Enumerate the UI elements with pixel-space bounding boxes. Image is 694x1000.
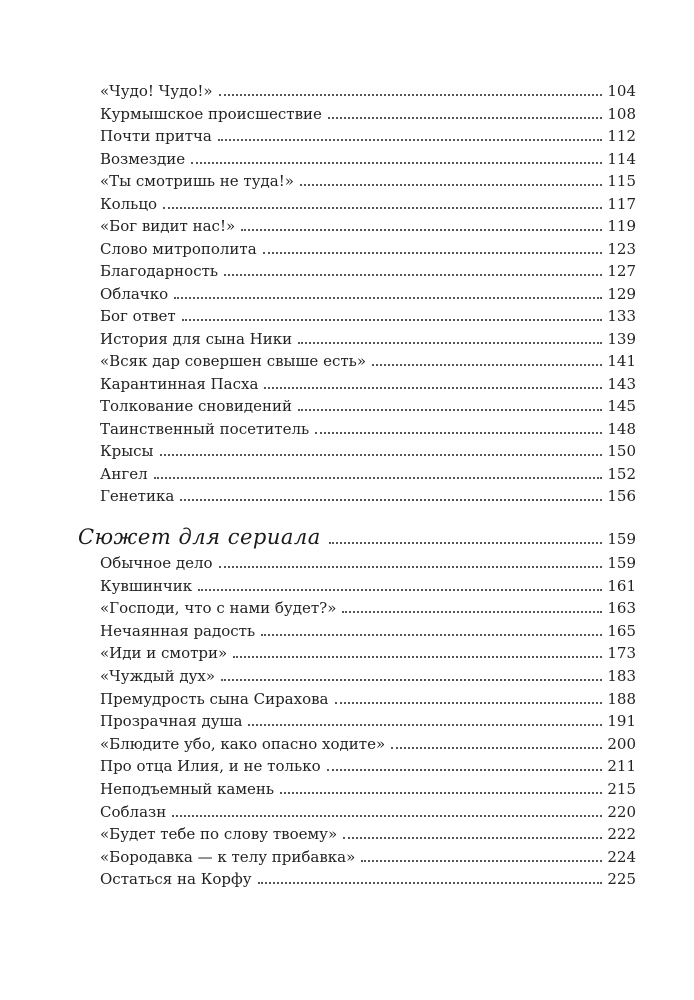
toc-entry-page: 114 bbox=[607, 149, 636, 168]
dot-leader bbox=[329, 541, 603, 544]
toc-entry-title: Почти притча bbox=[100, 127, 212, 145]
toc-entry-title: «Иди и смотри» bbox=[100, 644, 228, 663]
dot-leader bbox=[327, 768, 603, 771]
toc-entry-page: 165 bbox=[607, 621, 636, 640]
dot-leader bbox=[335, 701, 603, 704]
dot-leader bbox=[154, 476, 603, 479]
section-page-number: 159 bbox=[607, 530, 636, 548]
toc-entry bbox=[100, 123, 636, 145]
toc-entry-title: Благодарность bbox=[100, 262, 219, 280]
toc-entry-title: Про отца Илия, и не только bbox=[100, 757, 321, 776]
toc-entry-page: 161 bbox=[607, 576, 636, 595]
toc-entry-page: 225 bbox=[607, 870, 636, 889]
toc-entry-title: «Чудо! Чудо!» bbox=[100, 82, 213, 100]
toc-entry-title: Кувшинчик bbox=[100, 576, 193, 595]
dot-leader bbox=[298, 341, 602, 344]
toc-entry bbox=[100, 686, 636, 708]
dot-leader bbox=[343, 836, 602, 839]
toc-entry-page: 129 bbox=[607, 284, 636, 303]
dot-leader bbox=[233, 655, 602, 658]
toc-entry bbox=[100, 461, 636, 483]
toc-entry-page: 141 bbox=[607, 352, 636, 370]
toc-entry-page: 139 bbox=[607, 329, 636, 348]
toc-entry-title: История для сына Ники bbox=[100, 329, 293, 348]
toc-entry-page: 133 bbox=[607, 307, 636, 325]
dot-leader bbox=[191, 161, 602, 164]
toc-entry bbox=[100, 844, 636, 866]
toc-entry-title: Нечаянная радость bbox=[100, 621, 256, 640]
toc-entry-page: 112 bbox=[607, 127, 636, 145]
toc-entry bbox=[100, 393, 636, 415]
toc-entry-title: «Бородавка — к телу прибавка» bbox=[100, 847, 356, 866]
toc-entry-title: Неподъемный камень bbox=[100, 780, 275, 798]
toc-entry bbox=[100, 146, 636, 168]
toc-entry-title: Генетика bbox=[100, 487, 175, 505]
dot-leader bbox=[221, 678, 602, 681]
section-heading-row bbox=[78, 520, 636, 550]
toc-entry-title: Толкование сновидений bbox=[100, 397, 292, 415]
toc-entry-title: «Господи, что с нами будет?» bbox=[100, 599, 337, 618]
dot-leader bbox=[182, 318, 603, 321]
toc-entry-page: 156 bbox=[607, 487, 636, 505]
toc-entry bbox=[100, 708, 636, 730]
toc-entry-title: Прозрачная душа bbox=[100, 712, 243, 731]
toc-entry-title: Ангел bbox=[100, 464, 148, 483]
dot-leader bbox=[163, 206, 602, 209]
toc-entry-title: Обычное дело bbox=[100, 554, 213, 572]
dot-leader bbox=[328, 116, 602, 119]
toc-entry-title: Крысы bbox=[100, 442, 154, 460]
dot-leader bbox=[361, 859, 602, 862]
toc-entry-title: «Блюдите убо, како опасно ходите» bbox=[100, 734, 386, 753]
dot-leader bbox=[218, 138, 603, 141]
dot-leader bbox=[391, 746, 602, 749]
toc-entry bbox=[100, 640, 636, 662]
dot-leader bbox=[180, 498, 602, 501]
dot-leader bbox=[224, 273, 602, 276]
toc-entry bbox=[100, 550, 636, 572]
toc-entry-title: Возмездие bbox=[100, 149, 186, 168]
dot-leader bbox=[258, 881, 603, 884]
toc-entry-page: 115 bbox=[607, 172, 636, 190]
toc-entry-title: Курмышское происшествие bbox=[100, 104, 322, 123]
dot-leader bbox=[298, 408, 602, 411]
dot-leader bbox=[174, 296, 602, 299]
toc-entry-page: 163 bbox=[607, 599, 636, 618]
toc-entry-title: «Всяк дар совершен свыше есть» bbox=[100, 352, 366, 370]
toc-entry-page: 104 bbox=[607, 82, 636, 100]
toc-entry bbox=[100, 821, 636, 843]
toc-entry-page: 143 bbox=[607, 374, 636, 393]
toc-entry-page: 183 bbox=[607, 667, 636, 685]
toc-entry-title: «Ты смотришь не туда!» bbox=[100, 172, 294, 190]
toc-entry bbox=[100, 281, 636, 303]
toc-entry-page: 108 bbox=[607, 104, 636, 123]
toc-entry-page: 200 bbox=[607, 734, 636, 753]
toc-entry-page: 215 bbox=[607, 780, 636, 798]
toc-entry-title: Соблазн bbox=[100, 802, 167, 821]
toc-entry-page: 220 bbox=[607, 802, 636, 821]
toc-entry bbox=[100, 731, 636, 753]
dot-leader bbox=[198, 588, 602, 591]
toc-entry bbox=[100, 101, 636, 123]
dot-leader bbox=[241, 228, 602, 231]
toc-entry-page: 150 bbox=[607, 442, 636, 460]
dot-leader bbox=[315, 431, 602, 434]
toc-entry-title: Слово митрополита bbox=[100, 239, 257, 258]
toc-entry bbox=[100, 663, 636, 685]
toc-entry bbox=[100, 776, 636, 798]
toc-entry-page: 117 bbox=[607, 194, 636, 213]
toc-entry-title: Карантинная Пасха bbox=[100, 374, 259, 393]
toc-entry bbox=[100, 799, 636, 821]
toc-entry-page: 224 bbox=[607, 847, 636, 866]
dot-leader bbox=[300, 183, 602, 186]
toc-entry-title: «Чуждый дух» bbox=[100, 667, 216, 685]
toc-entry bbox=[100, 191, 636, 213]
toc-entry-title: Кольцо bbox=[100, 194, 158, 213]
toc-entry-page: 159 bbox=[607, 554, 636, 572]
toc-entry-title: «Бог видит нас!» bbox=[100, 217, 236, 235]
toc-entry-page: 127 bbox=[607, 262, 636, 280]
dot-leader bbox=[372, 363, 602, 366]
toc-entry-title: Облачко bbox=[100, 284, 169, 303]
toc-entry-page: 145 bbox=[607, 397, 636, 415]
toc-entry-title: «Будет тебе по слову твоему» bbox=[100, 825, 338, 844]
dot-leader bbox=[219, 93, 603, 96]
toc-entry bbox=[100, 78, 636, 100]
toc-entry-page: 123 bbox=[607, 239, 636, 258]
toc-entry bbox=[100, 595, 636, 617]
dot-leader bbox=[261, 633, 602, 636]
dot-leader bbox=[219, 565, 603, 568]
section-title: Сюжет для сериала bbox=[78, 525, 321, 549]
dot-leader bbox=[264, 386, 602, 389]
toc-entry-page: 191 bbox=[607, 712, 636, 731]
toc-entry-page: 119 bbox=[607, 217, 636, 235]
dot-leader bbox=[160, 453, 603, 456]
toc-entry-page: 148 bbox=[607, 419, 636, 438]
toc-entry bbox=[100, 213, 636, 235]
toc-entry bbox=[100, 866, 636, 888]
toc-entry-title: Премудрость сына Сирахова bbox=[100, 689, 329, 708]
dot-leader bbox=[280, 791, 602, 794]
dot-leader bbox=[172, 814, 602, 817]
toc-entry bbox=[100, 416, 636, 438]
toc-entry-page: 211 bbox=[607, 757, 636, 776]
toc-entry bbox=[100, 326, 636, 348]
toc-entry bbox=[100, 236, 636, 258]
toc-entry bbox=[100, 371, 636, 393]
toc-entry-title: Таинственный посетитель bbox=[100, 419, 310, 438]
toc-entry bbox=[100, 438, 636, 460]
toc-entry bbox=[100, 168, 636, 190]
toc-entry bbox=[100, 258, 636, 280]
toc-entry-page: 222 bbox=[607, 825, 636, 844]
dot-leader bbox=[248, 723, 602, 726]
dot-leader bbox=[263, 251, 603, 254]
toc-entry-page: 152 bbox=[607, 464, 636, 483]
dot-leader bbox=[342, 610, 602, 613]
toc-entry bbox=[100, 573, 636, 595]
toc-entry bbox=[100, 753, 636, 775]
toc-entry bbox=[100, 618, 636, 640]
toc-entry-page: 173 bbox=[607, 644, 636, 663]
toc-entry-page: 188 bbox=[607, 689, 636, 708]
toc-entry bbox=[100, 483, 636, 505]
toc-entry-title: Бог ответ bbox=[100, 307, 176, 325]
toc-entry bbox=[100, 348, 636, 370]
toc-entry bbox=[100, 303, 636, 325]
toc-entry-title: Остаться на Корфу bbox=[100, 870, 252, 889]
